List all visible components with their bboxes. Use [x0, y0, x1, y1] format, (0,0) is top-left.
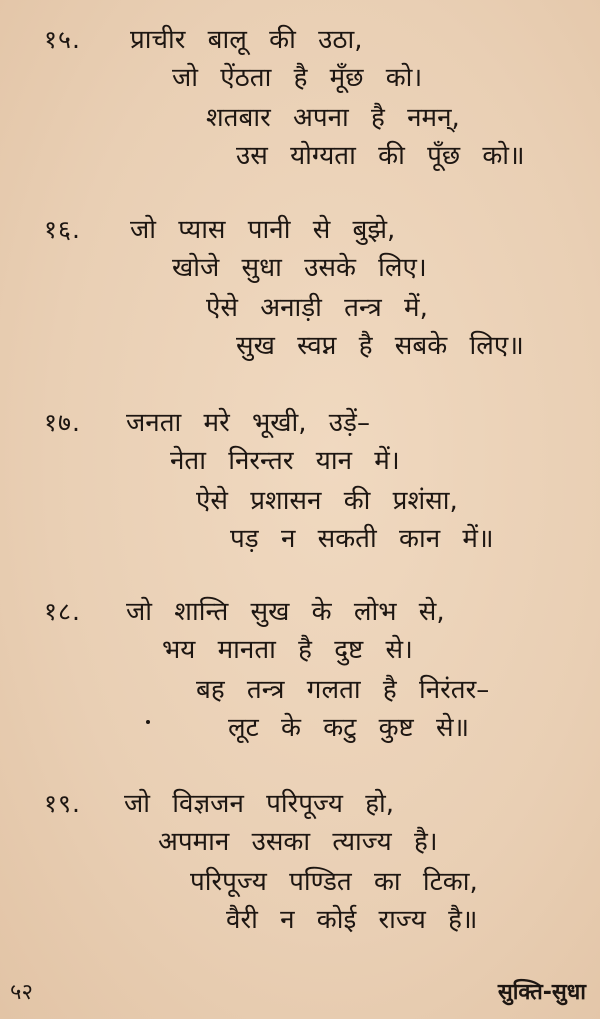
verse-line: लूट के कटु कुष्ट से॥	[228, 713, 470, 743]
verse-line: पड़ न सकती कान में॥	[230, 524, 494, 554]
verse-line: ऐसे अनाड़ी तन्त्र में,	[206, 293, 428, 323]
verse-line: नेता निरन्तर यान में।	[170, 446, 400, 476]
verse-number: १७.	[44, 408, 81, 437]
verse-line: खोजे सुधा उसके लिए।	[172, 253, 427, 283]
verse-line: जनता मरे भूखी, उड़ें–	[126, 408, 370, 438]
verse-number: १६.	[44, 215, 81, 244]
verse-line: सुख स्वप्न है सबके लिए॥	[236, 331, 524, 361]
running-book-title: सुक्ति-सुधा	[497, 980, 586, 1005]
page-number: ५२	[10, 980, 33, 1005]
verse-number: १५.	[44, 25, 81, 54]
verse-line: उस योग्यता की पूँछ को॥	[236, 141, 525, 171]
verse-line: जो विज्ञजन परिपूज्य हो,	[124, 789, 395, 819]
verse-line: परिपूज्य पण्डित का टिका,	[190, 867, 478, 897]
ink-dot	[146, 720, 150, 724]
verse-number: १८.	[44, 597, 81, 626]
verse-line: जो ऐंठता है मूँछ को।	[172, 63, 423, 93]
verse-line: ऐसे प्रशासन की प्रशंसा,	[196, 486, 458, 516]
verse-line: वैरी न कोई राज्य है॥	[226, 905, 478, 935]
verse-number: १९.	[44, 789, 81, 818]
verse-line: बह तन्त्र गलता है निरंतर–	[196, 675, 490, 705]
verse-line: भय मानता है दुष्ट से।	[162, 635, 413, 665]
verse-line: शतबार अपना है नमन्,	[206, 103, 460, 133]
verse-line: जो प्यास पानी से बुझे,	[130, 215, 396, 245]
verse-line: जो शान्ति सुख के लोभ से,	[126, 597, 445, 627]
verse-line: प्राचीर बालू की उठा,	[130, 25, 363, 55]
verse-line: अपमान उसका त्याज्य है।	[158, 827, 438, 857]
